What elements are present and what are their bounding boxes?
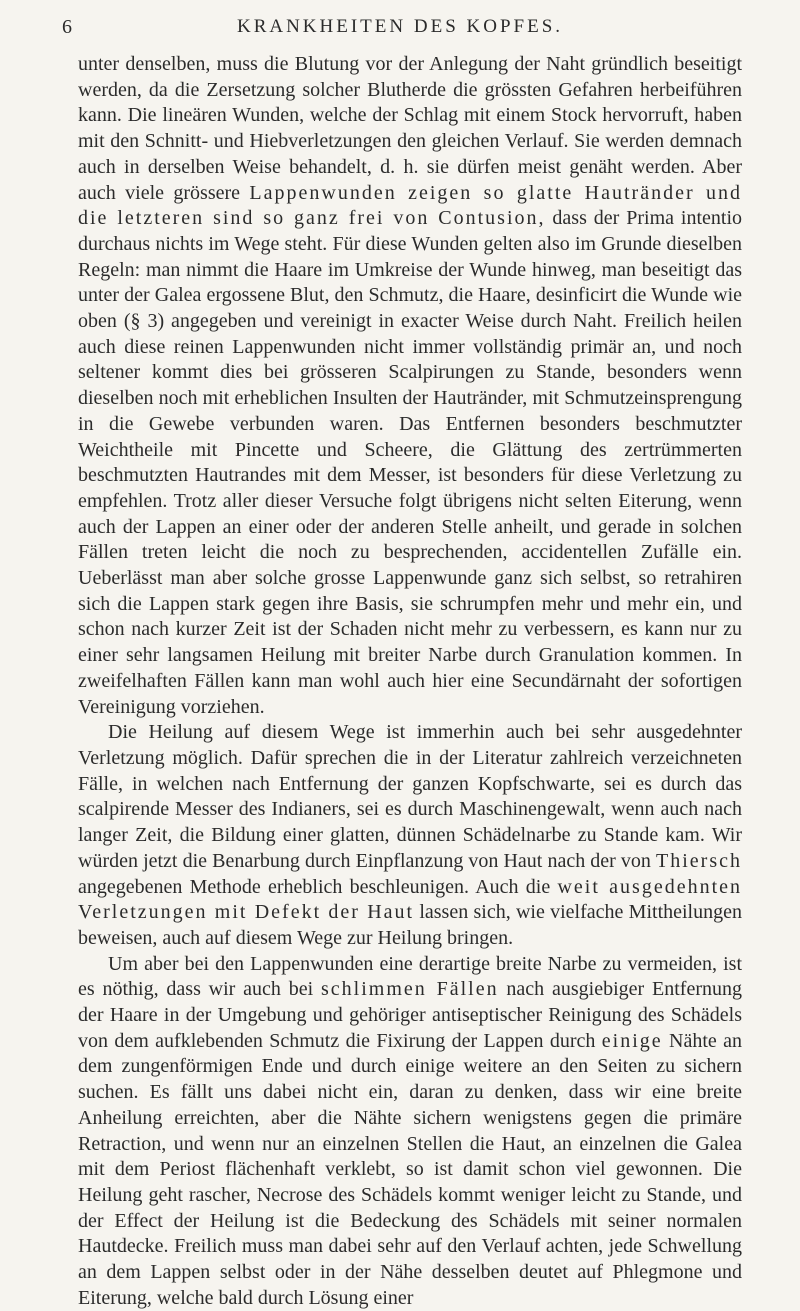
paragraph-1 xyxy=(78,52,742,720)
text-run: lassen sich, wie vielfache Mittheilungen beweisen, auch auf diesem Wege zur Heilung bringen. xyxy=(78,901,742,949)
text-run: nach ausgiebiger Entfernung der Haare in der Umgebung und gehöriger antiseptischer Reinigung des Schädels von dem aufklebenden Schmutz die Fixirung der Lappen durch xyxy=(78,978,742,1052)
text-run: Nähte an dem zungenförmigen Ende und durch einige weitere an den Seiten zu sichern suchen. Es fällt uns dabei nicht ein, daran zu denken, dass wir eine breite Anheilung erreichten, aber die Nähte sichern wenigstens gegen die primäre Retraction, und wenn nur an einzelnen Stellen die Haut, an einzelnen die Galea mit dem Periost flächenhaft verklebt, so ist damit schon viel gewonnen. Die Heilung geht rascher, Necrose des Schädels kommt weniger leicht zu Stande, und der Effect der Heilung ist die Bedeckung des Schädels mit seiner normalen Hautdecke. Freilich muss man dabei sehr auf den Verlauf achten, jede Schwellung an dem Lappen selbst oder in der Nähe desselben deutet auf Phlegmone und Eiterung, welche bald durch Lösung einer xyxy=(78,1029,742,1309)
text-run: unter denselben, muss die Blutung vor der Anlegung der Naht gründlich beseitigt werden, da die Zersetzung solcher Blutherde die grössten Gefahren herbeiführen kann. Die lineären Wunden, welche der Schlag mit einem Stock hervorruft, haben mit den Schnitt- und Hiebverletzungen den gleichen Verlauf. Sie werden demnach auch in derselben Weise behandelt, d. h. sie dürfen meist genäht werden. Aber auch viele grössere xyxy=(78,53,742,204)
text-run: dass der Prima intentio durchaus nichts im Wege steht. Für diese Wunden gelten also im Grunde dieselben Regeln: man nimmt die Haare im Umkreise der Wunde hinweg, man beseitigt das unter der Galea ergossene Blut, den Schmutz, die Haare, desinficirt die Wunde wie oben (§ 3) angegeben und vereinigt in exacter Weise durch Naht. Freilich heilen auch diese reinen Lappenwunden nicht immer vollständig primär an, und noch seltener kommt dies bei grösseren Scalpirungen zu Stande, besonders wenn dieselben noch mit erheblichen Insulten der Hautränder, mit Schmutzeinsprengung in die Gewebe verbunden waren. Das Entfernen besonders beschmutzter Weichtheile mit Pincette und Scheere, die Glättung des zertrümmerten beschmutzten Hautrandes mit dem Messer, ist besonders für diese Verletzung zu empfehlen. Trotz aller dieser Versuche folgt übrigens nicht selten Eiterung, wenn auch der Lappen an einer oder der anderen Stelle anheilt, und gerade in solchen Fällen treten leicht die noch zu besprechenden, accidentellen Zufälle ein. Ueberlässt man aber solche grosse Lappenwunde ganz sich selbst, so retrahiren sich die Lappen stark gegen ihre Basis, sie schrumpfen mehr und mehr ein, und schon nach kurzer Zeit ist der Schaden nicht mehr zu verbessern, es kann nur zu einer sehr langsamen Heilung mit breiter Narbe durch Granulation kommen. In zweifelhaften Fällen kann man wohl auch hier eine Secundärnaht der sofortigen Vereinigung vorziehen. xyxy=(78,207,743,718)
spaced-emphasis: schlimmen Fällen xyxy=(321,978,499,1001)
paragraph-3 xyxy=(78,952,742,1311)
running-head: KRANKHEITEN DES KOPFES. xyxy=(236,16,564,37)
spaced-emphasis: Thiersch xyxy=(656,849,742,872)
paragraph-2 xyxy=(78,720,742,951)
body-text xyxy=(78,52,742,1311)
page-header xyxy=(0,10,800,40)
spaced-emphasis: Lappenwunden zeigen so glatte Hautränder und die letzteren sind so ganz frei von Contusion, xyxy=(78,181,742,230)
text-run: Um aber bei den Lappenwunden eine derartige breite Narbe zu vermeiden, ist es nöthig, dass wir auch bei xyxy=(78,952,742,1001)
spaced-emphasis: weit ausgedehnten Verletzungen mit Defekt der Haut xyxy=(78,875,743,924)
spaced-emphasis: einige xyxy=(601,1029,663,1052)
page-number: 6 xyxy=(62,16,73,38)
text-run: angegebenen Methode erheblich beschleunigen. Auch die xyxy=(78,875,558,898)
text-run: Die Heilung auf diesem Wege ist immerhin auch bei sehr ausgedehnter Verletzung möglich. Dafür sprechen die in der Literatur zahlreich verzeichneten Fälle, in welchen nach Entfernung der ganzen Kopfschwarte, sei es durch das scalpirende Messer des Indianers, sei es durch Maschinengewalt, wenn auch nach langer Zeit, die Bildung einer glatten, dünnen Schädelnarbe zu Stande kam. Wir würden jetzt die Benarbung durch Einpflanzung von Haut nach der von xyxy=(78,721,742,872)
